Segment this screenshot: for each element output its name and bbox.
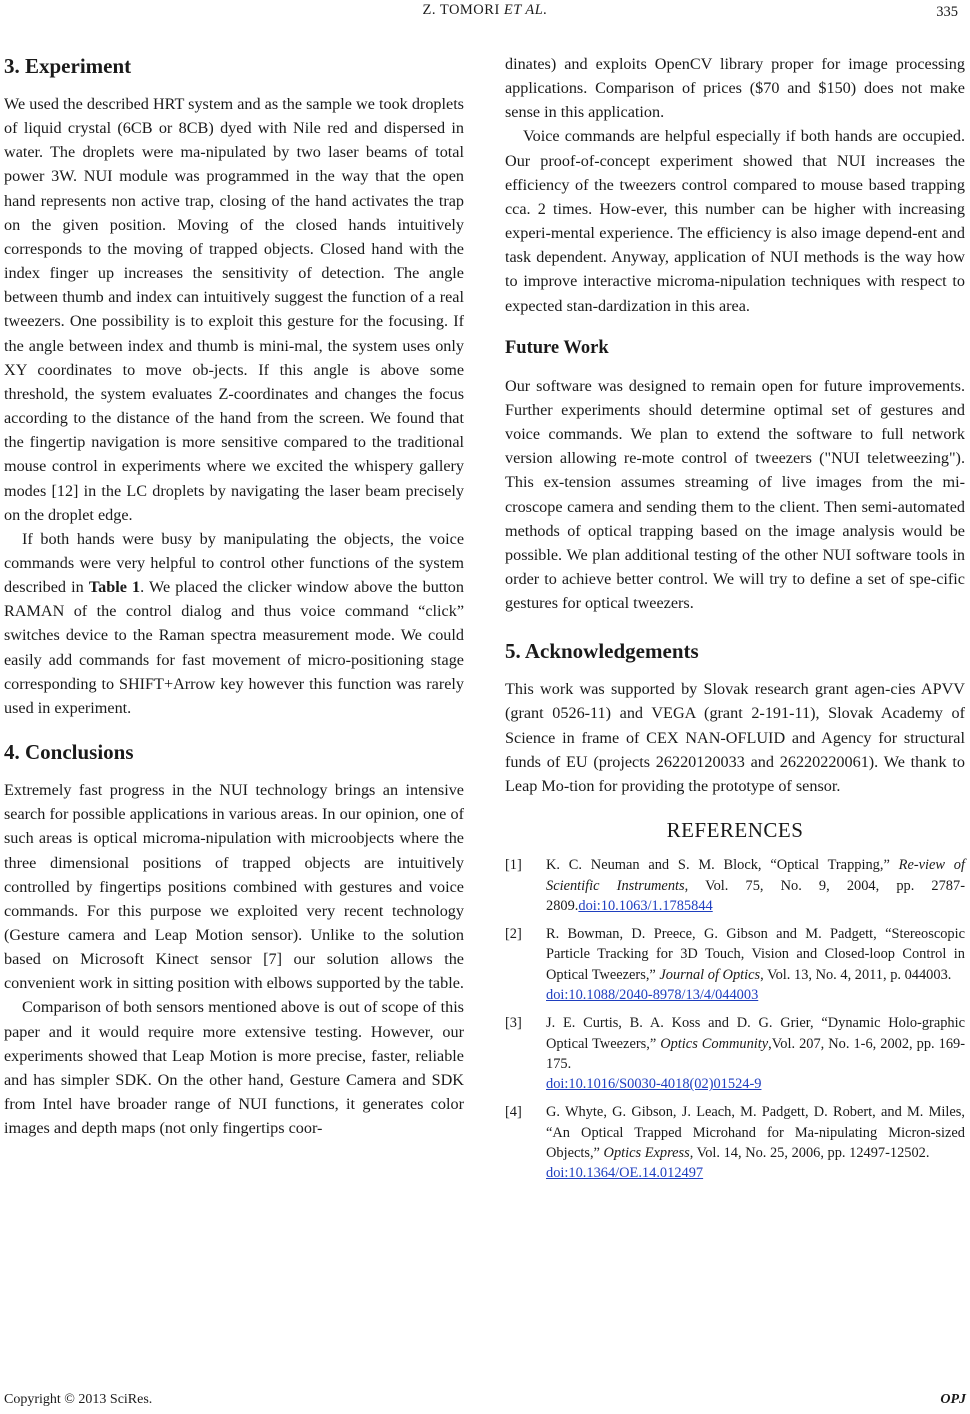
reference-item: [505, 1013, 965, 1094]
references-heading: REFERENCES: [666, 818, 804, 843]
conclusions-paragraph-1: Extremely fast progress in the NUI technology brings an intensive search for possible applications in various areas. In our opinion, one of such areas is optical microma-nipulation with microobjects where the three dimensional positions of trapped objects are intuitively controlled by fingertips positions combined with gestures and voice commands. For this purpose we exploited very recent technology (Gesture camera and Leap Motion sensor). Unlike to the solution based on Microsoft Kinect sensor [7] our solution allows the convenient work in sitting position with elbows supported by the table.: [4, 781, 464, 993]
reference-authors-title: R. Bowman, D. Preece, G. Gibson and M. Padgett, “Stereoscopic Particle Tracking for 3D Touch, Vision and Closed-loop Control in Optical Tweezers,”: [546, 926, 965, 983]
right-column: [505, 52, 965, 1192]
section-heading-acknowledgements: 5. Acknowledgements: [505, 639, 699, 664]
conclusions-paragraph-2-continued: dinates) and exploits OpenCV library proper for image processing applications. Comparison of prices ($70 and $150) does not make sense in this application.: [505, 55, 965, 122]
footer-journal: OPJ: [940, 1392, 966, 1407]
reference-item: [505, 855, 965, 916]
reference-authors-title: G. Whyte, G. Gibson, J. Leach, M. Padgett, D. Robert, and M. Miles, “An Optical Trapped Microhand for Ma-nipulating Micron-sized Objects,”: [546, 1104, 965, 1162]
reference-number: [4]: [505, 1104, 522, 1121]
reference-text: [546, 855, 965, 916]
reference-item: [505, 924, 965, 1005]
reference-doi-link[interactable]: doi:10.1063/1.1785844: [578, 897, 713, 914]
reference-journal: Re-view of Scientific Instruments: [546, 857, 965, 894]
reference-text: [546, 1013, 965, 1094]
reference-doi-link[interactable]: doi:10.1088/2040-8978/13/4/044003: [546, 987, 759, 1003]
reference-journal: Journal of Optics: [659, 966, 761, 983]
reference-authors-title: K. C. Neuman and S. M. Block, “Optical Trapping,”: [546, 857, 899, 874]
reference-item: [505, 1102, 965, 1183]
experiment-paragraph-1: We used the described HRT system and as the sample we took droplets of liquid crystal (6CB or 8CB) dyed with Nile red and dispersed in water. The droplets were ma-nipulated by two laser beams of total power 3W. NUI module was programmed in the way that the open hand represents non active trap, closing of the hand activates the trap on the given position. Moving of the closed hands intuitively corresponds to the moving of trapped objects. Closed hand with the index finger up increases the sensitivity of detection. The angle between thumb and index can intuitively suggest the function of a real tweezers. One possibility is to exploit this gesture for the focusing. If the angle between index and thumb is mini-mal, the system uses only XY coordinates to move ob-jects. If this angle is above some threshold, the system evaluates Z-coordinates and changes the focus according to the distance of the hand from the screen. We found that the fingertip navigation is more sensitive compared to the traditional mouse control in experiments where we excited the whispery gallery modes [12] in the LC droplets by navigating the laser beam precisely on the droplet edge.: [4, 95, 464, 524]
running-header-authors: Z. TOMORI ET AL.: [422, 2, 548, 18]
reference-volume: , Vol. 14, No. 25, 2006, pp. 12497-12502.: [689, 1145, 930, 1162]
section-heading-experiment: 3. Experiment: [4, 54, 132, 78]
reference-doi-link[interactable]: doi:10.1016/S0030-4018(02)01524-9: [546, 1076, 762, 1093]
reference-text: [546, 924, 965, 1005]
reference-journal: Optics Express: [603, 1145, 690, 1162]
acknowledgements-paragraph: This work was supported by Slovak research grant agen-cies APVV (grant 0526-11) and VEGA (grant 2-191-11), Slovak Academy of Science in frame of CEX NAN-OFLUID and Agency for structural funds of EU (projects 26220120033 and 26220220061). We thank to Leap Mo-tion for providing the prototype of sensor.: [505, 680, 965, 795]
reference-journal: Optics Community: [660, 1035, 769, 1052]
reference-number: [2]: [505, 926, 522, 943]
reference-volume: ,Vol. 207, No. 1-6, 2002, pp. 169-175.: [546, 1035, 965, 1072]
future-work-paragraph: Our software was designed to remain open for future improvements. Further experiments should determine optimal set of gestures and voice commands. We plan to extend the software to full network version allowing re-mote control of tweezers ("NUI teletweezing"). This ex-tension assumes streaming of live images from the mi-croscope camera and sending them to the client. Then semi-automated methods of optical trapping based on the image analysis would be possible. We plan additional testing of the other NUI software tools in order to achieve better control. We will try to define a set of spe-cific gestures for optical tweezers.: [505, 376, 965, 613]
reference-number: [1]: [505, 857, 522, 874]
section-heading-conclusions: 4. Conclusions: [4, 740, 134, 765]
page-number: 335: [936, 4, 958, 20]
reference-volume: , Vol. 75, No. 9, 2004, pp. 2787-2809.: [546, 877, 965, 914]
reference-volume: , Vol. 13, No. 4, 2011, p. 044003.: [760, 966, 952, 983]
table-reference: Table 1: [88, 578, 141, 597]
left-column: [4, 52, 464, 1140]
running-header: [0, 0, 970, 30]
conclusions-paragraph-3: Voice commands are helpful especially if both hands are occupied. Our proof-of-concept experiment showed that NUI increases the efficiency of the tweezers control compared to mouse based trapping cca. 2 times. How-ever, this number can be higher with increasing experi-mental experience. The efficiency is also image depend-ent and task dependent. Anyway, application of NUI methods is the way how to improve interactive microma-nipulation techniques with respect to expected stan-dardization in this area.: [505, 127, 965, 315]
footer-copyright: Copyright © 2013 SciRes.: [4, 1392, 153, 1407]
reference-number: [3]: [505, 1015, 522, 1032]
reference-authors-title: J. E. Curtis, B. A. Koss and D. G. Grier, “Dynamic Holo-graphic Optical Tweezers,”: [546, 1015, 965, 1052]
reference-text: [546, 1102, 965, 1183]
conclusions-paragraph-2: Comparison of both sensors mentioned above is out of scope of this paper and it would require more extensive testing. However, our experiments showed that Leap Motion is more precise, faster, reliable and has simpler SDK. On the other hand, Gesture Camera and SDK from Intel have broader range of NUI functions, it generates color images and depth maps (not only fingertips coor-: [4, 998, 464, 1138]
reference-list: [505, 855, 965, 1183]
reference-doi-link[interactable]: doi:10.1364/OE.14.012497: [546, 1165, 704, 1182]
section-heading-future-work: Future Work: [505, 337, 609, 358]
experiment-paragraph-2: If both hands were busy by manipulating the objects, the voice commands were very helpful to control other functions of the system described in Table 1. We placed the clicker window above the button RAMAN of the control dialog and thus voice command “click” switches device to the Raman spectra measurement mode. We could easily add commands for fast movement of micro-positioning stage corresponding to SHIFT+Arrow key however this function was rarely used in experiment.: [4, 529, 464, 717]
